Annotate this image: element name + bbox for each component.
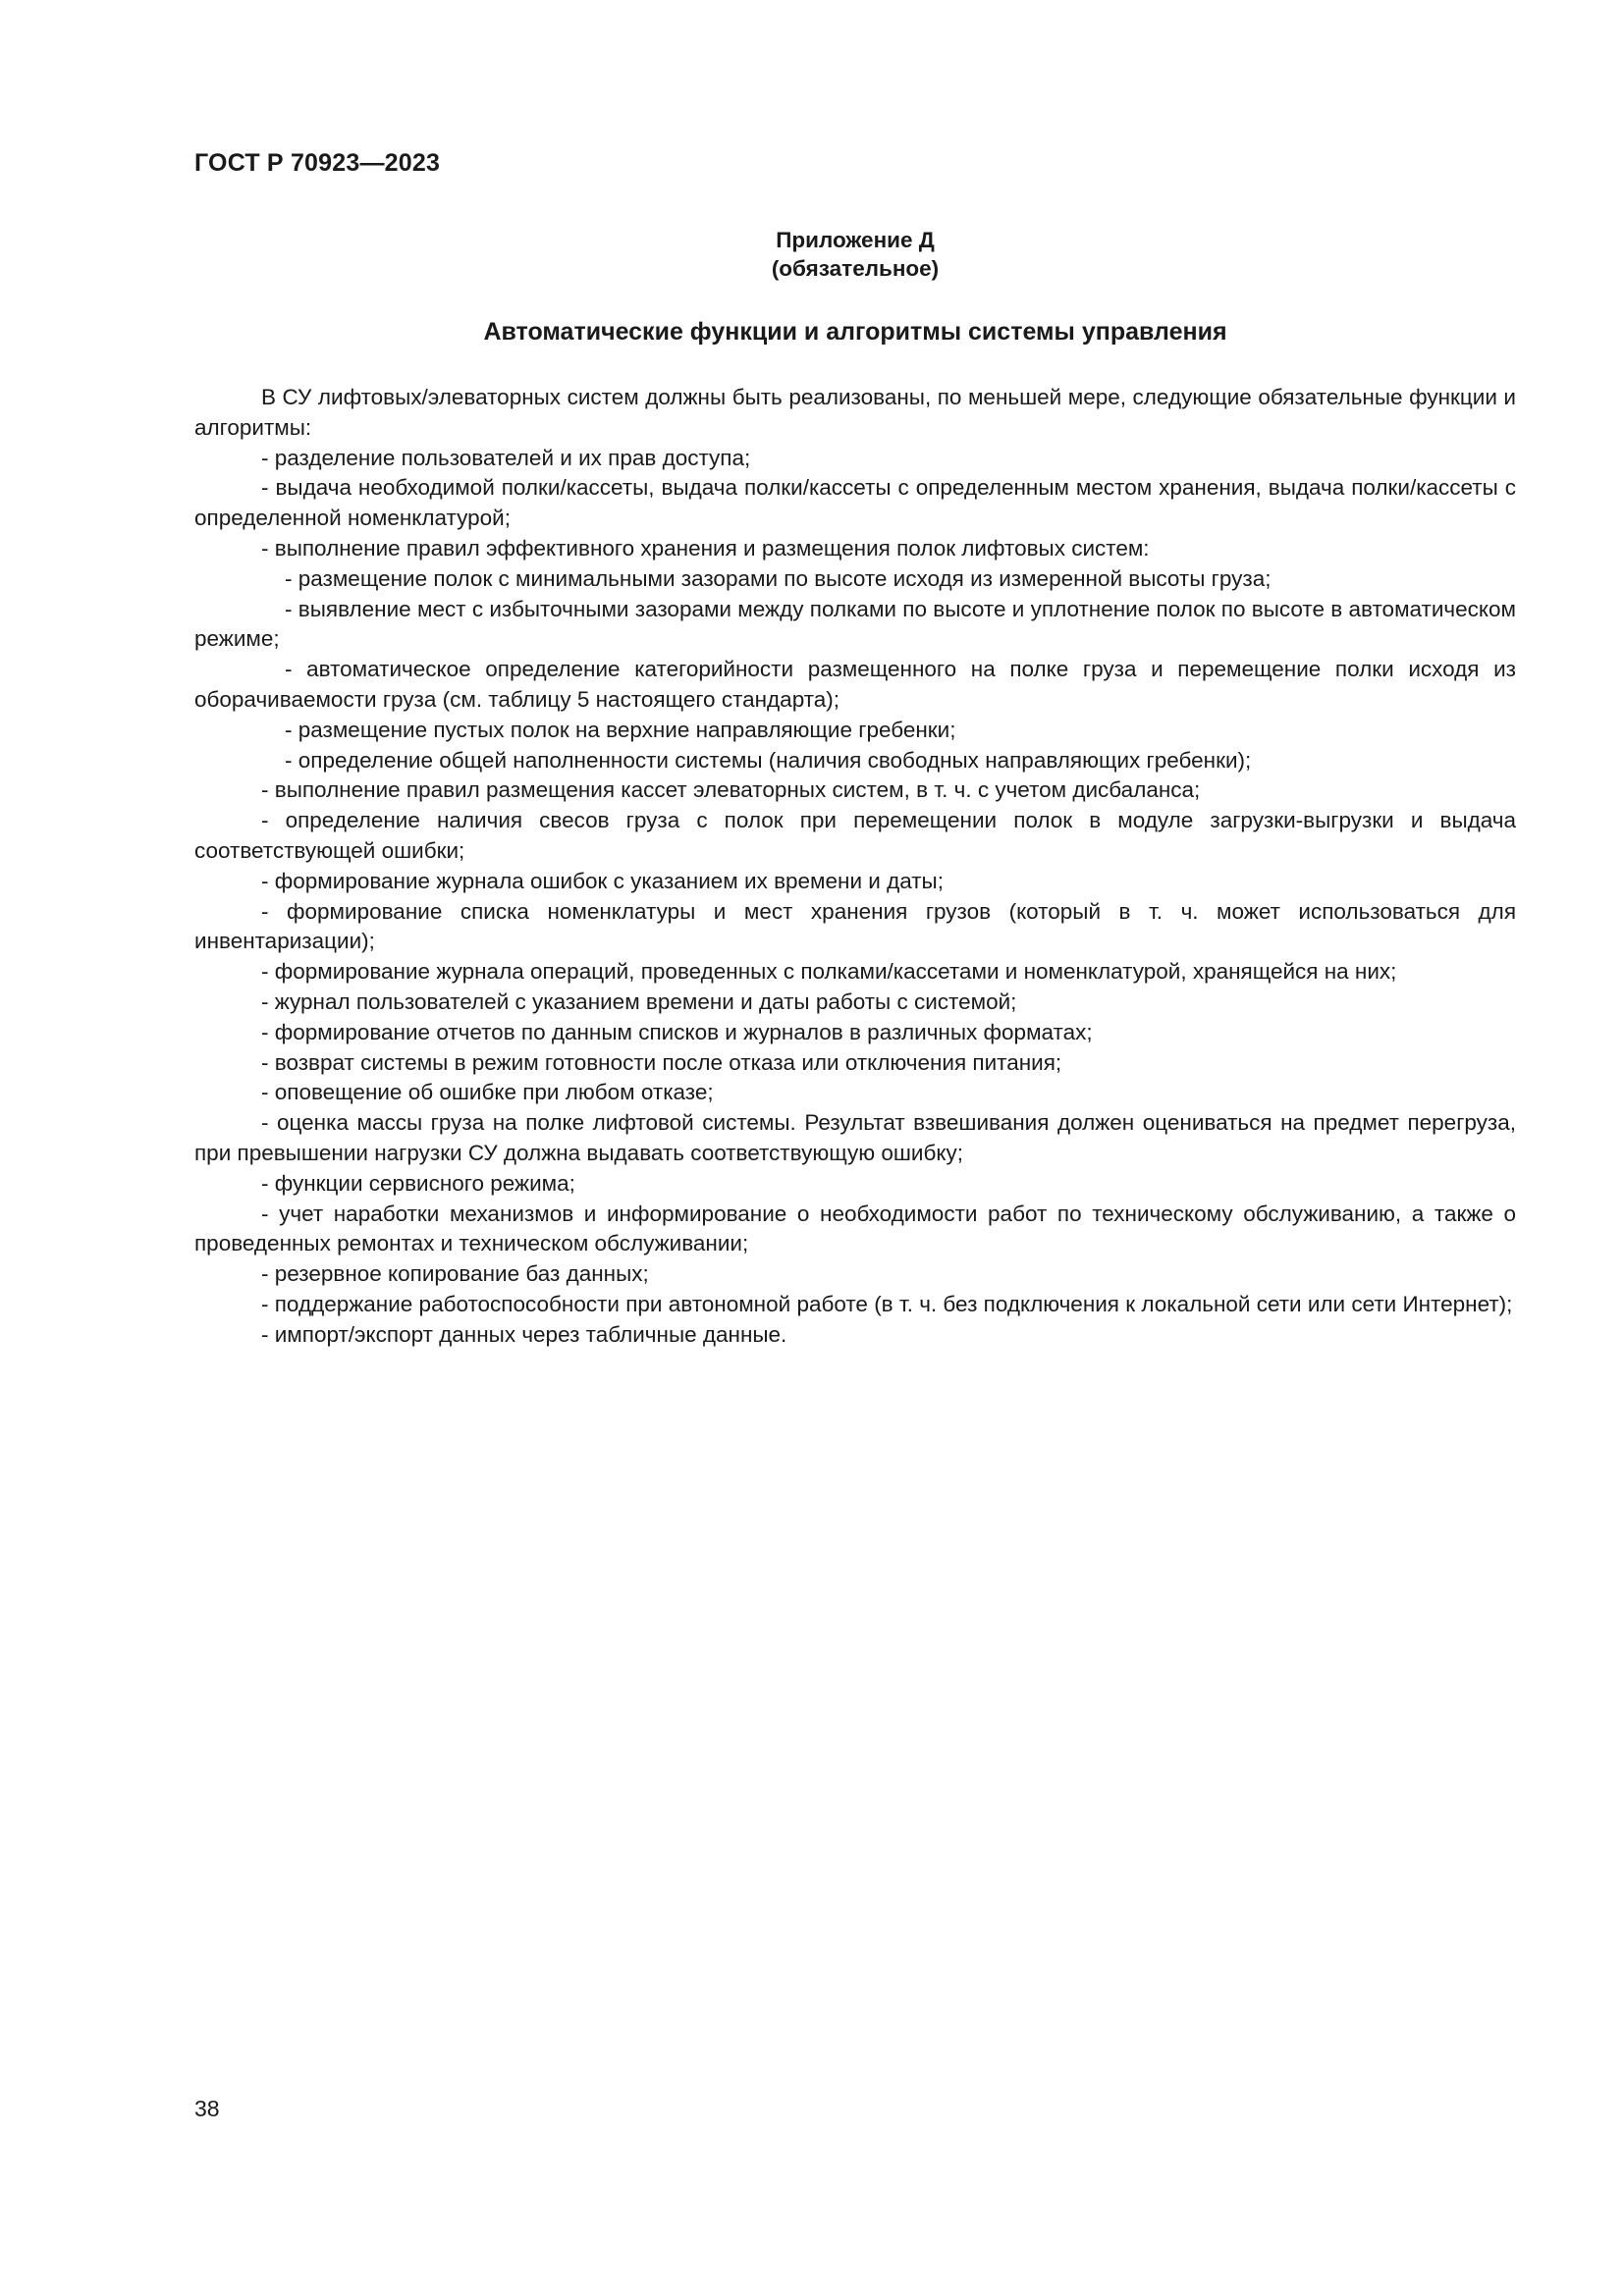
page-number: 38 [194,2096,220,2121]
list-item: - выдача необходимой полки/кассеты, выдача полки/кассеты с определенным местом хранения, выдача полки/кассеты с определенной номенклатурой; [194,475,1516,531]
list-item: - учет наработки механизмов и информирование о необходимости работ по техническому обслуживанию, а также о проведенных ремонтах и техническом обслуживании; [194,1201,1516,1256]
section-title: Автоматические функции и алгоритмы системы управления [483,318,1227,346]
sub-list-item: - выявление мест с избыточными зазорами между полками по высоте и уплотнение полок по высоте в автоматическом режиме; [194,596,1516,652]
sub-list-item: - определение общей наполненности системы (наличия свободных направляющих гребенки); [285,747,1252,773]
list-item: - выполнение правил эффективного хранения и размещения полок лифтовых систем: [261,535,1150,561]
sub-list-item: - автоматическое определение категорийности размещенного на полке груза и перемещение полки исходя из оборачиваемости груза (см. таблицу 5 настоящего стандарта); [194,657,1516,712]
appendix-status: (обязательное) [771,256,940,281]
list-item: - формирование журнала ошибок с указанием их времени и даты; [261,868,944,893]
list-item: - формирование отчетов по данным списков и журналов в различных форматах; [261,1019,1093,1044]
sub-list-item: - размещение полок с минимальными зазорами по высоте исходя из измеренной высоты груза; [285,565,1272,591]
list-item: - формирование списка номенклатуры и мест хранения грузов (который в т. ч. может использоваться для инвентаризации); [194,898,1516,954]
list-item: - определение наличия свесов груза с полок при перемещении полок в модуле загрузки-выгрузки и выдача соответствующей ошибки; [194,808,1516,863]
appendix-title: Приложение Д [776,228,935,252]
list-item: - разделение пользователей и их прав доступа; [261,445,751,470]
list-item: - резервное копирование баз данных; [261,1261,649,1287]
list-item: - формирование журнала операций, проведенных с полками/кассетами и номенклатурой, хранящейся на них; [261,959,1397,985]
list-item: - импорт/экспорт данных через табличные данные. [261,1321,787,1347]
intro-paragraph: В СУ лифтовых/элеваторных систем должны быть реализованы, по меньшей мере, следующие обязательные функции и алгоритмы: [194,385,1516,440]
document-header: ГОСТ Р 70923—2023 [194,149,441,177]
body-text [194,383,1516,1351]
list-item: - журнал пользователей с указанием времени и даты работы с системой; [261,988,1017,1014]
list-item: - возврат системы в режим готовности после отказа или отключения питания; [261,1049,1062,1075]
list-item: - выполнение правил размещения кассет элеваторных систем, в т. ч. с учетом дисбаланса; [261,777,1201,803]
list-item: - оповещение об ошибке при любом отказе; [261,1080,714,1105]
sub-list-item: - размещение пустых полок на верхние направляющие гребенки; [285,717,956,742]
list-item: - функции сервисного режима; [261,1170,575,1196]
list-item: - поддержание работоспособности при автономной работе (в т. ч. без подключения к локальной сети или сети Интернет); [261,1291,1513,1316]
appendix-heading [194,226,1516,283]
list-item: - оценка массы груза на полке лифтовой системы. Результат взвешивания должен оцениваться на предмет перегруза, при превышении нагрузки СУ должна выдавать соответствующую ошибку; [194,1110,1516,1165]
